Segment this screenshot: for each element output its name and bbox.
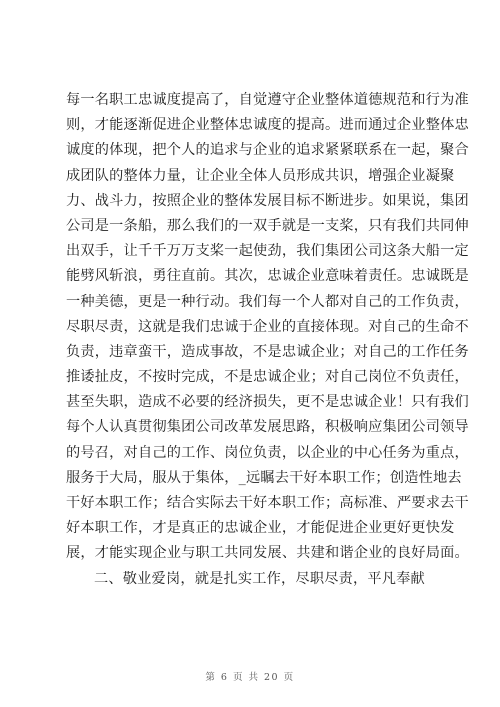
paragraph-line: 一种美德，更是一种行动。我们每一个人都对自己的工作负责，	[66, 293, 469, 310]
paragraph-line: 干好本职工作；结合实际去干好本职工作；高标准、严要求去干	[66, 495, 469, 511]
paragraph-line: 公司是一条船，那么我们的一双手就是一支桨，只有我们共同伸	[66, 217, 469, 234]
paragraph-line: 尽职尽责，这就是我们忠诚于企业的直接体现。对自己的生命不	[66, 318, 469, 335]
paragraph-line: 力、战斗力，按照企业的整体发展目标不断进步。如果说，集团	[66, 192, 469, 209]
paragraph-line: 能劈风斩浪，勇往直前。其次，忠诚企业意味着责任。忠诚既是	[66, 268, 469, 285]
paragraph-line: 每一名职工忠诚度提高了，自觉遵守企业整体道德规范和行为准	[66, 92, 469, 108]
paragraph-line: 展，才能实现企业与职工共同发展、共建和谐企业的良好局面。	[66, 545, 469, 562]
paragraph-line: 诚度的体现，把个人的追求与企业的追求紧紧联系在一起，聚合	[66, 142, 469, 159]
page-number-footer: 第 6 页 共 20 页	[205, 672, 295, 683]
paragraph-line: 成团队的整体力量，让企业全体人员形成共识，增强企业凝聚	[66, 167, 455, 184]
paragraph-line: 甚至失职，造成不必要的经济损失，更不是忠诚企业！只有我们	[66, 394, 469, 411]
paragraph-line: 负责，违章蛮干，造成事故，不是忠诚企业；对自己的工作任务	[66, 343, 469, 360]
paragraph-line: 推诿扯皮，不按时完成，不是忠诚企业；对自己岗位不负责任，	[66, 369, 469, 386]
paragraph-line: 出双手，让千千万万支桨一起使劲，我们集团公司这条大船一定	[66, 243, 469, 260]
paragraph-line: 则，才能逐渐促进企业整体忠诚度的提高。进而通过企业整体忠	[66, 117, 469, 134]
paragraph-line: 的号召，对自己的工作、岗位负责，以企业的中心任务为重点，	[66, 444, 469, 461]
section-heading: 二、敬业爱岗，就是扎实工作，尽职尽责，平凡奉献	[94, 570, 425, 587]
body-text	[66, 88, 469, 592]
paragraph-line: 好本职工作，才是真正的忠诚企业，才能促进企业更好更快发	[66, 520, 455, 537]
paragraph-line: 服务于大局，服从于集体，_远瞩去干好本职工作；创造性地去	[66, 469, 462, 486]
paragraph-line: 每个人认真贯彻集团公司改革发展思路，积极响应集团公司领导	[66, 419, 469, 436]
